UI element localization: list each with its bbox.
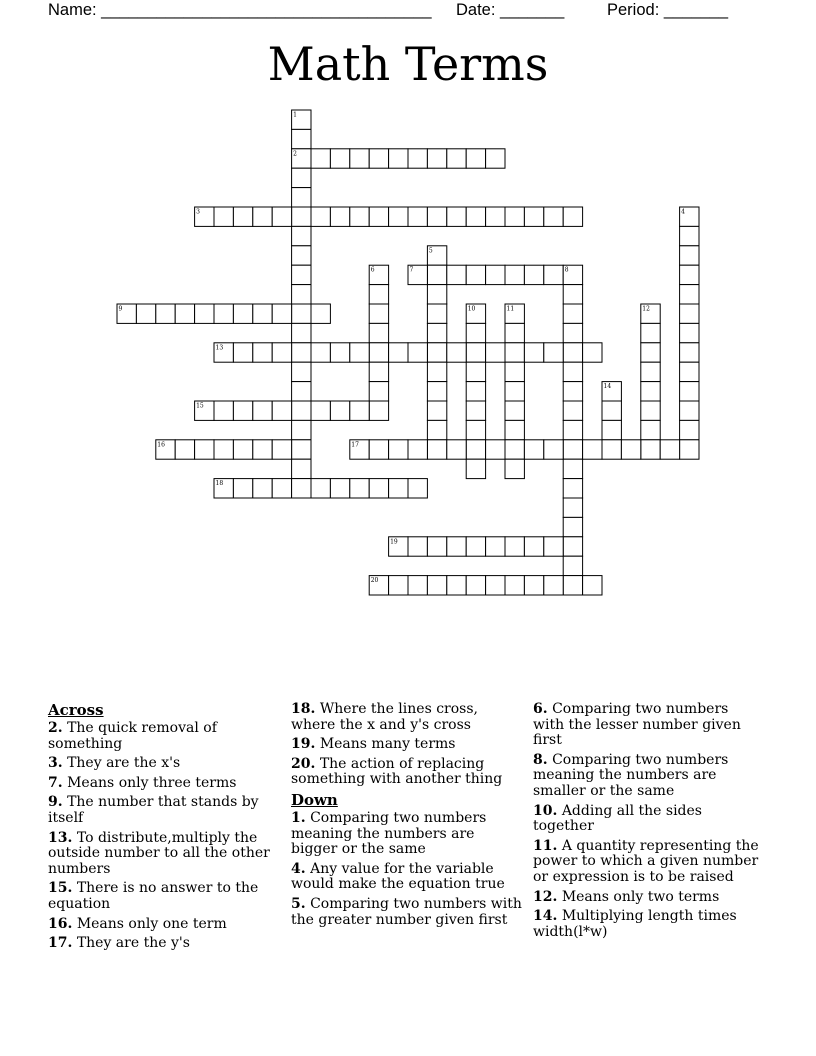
- grid-cell[interactable]: [505, 323, 524, 342]
- grid-cell[interactable]: [563, 304, 582, 323]
- clue-across-15: 15. There is no answer to the equation: [48, 880, 259, 912]
- grid-cell[interactable]: [466, 362, 485, 381]
- grid-cell[interactable]: [447, 537, 466, 556]
- grid-cell[interactable]: [427, 420, 446, 439]
- grid-cell[interactable]: [524, 576, 543, 595]
- grid-cell[interactable]: [292, 459, 311, 478]
- grid-cell[interactable]: [466, 576, 485, 595]
- grid-cell[interactable]: [583, 576, 602, 595]
- grid-cell[interactable]: [427, 576, 446, 595]
- cell-number: 19: [390, 538, 398, 546]
- grid-cell[interactable]: [292, 129, 311, 148]
- cell-number: 8: [564, 266, 569, 274]
- grid-cell[interactable]: [447, 343, 466, 362]
- grid-cell[interactable]: [292, 401, 311, 420]
- grid-cell[interactable]: [563, 401, 582, 420]
- grid-cell[interactable]: [505, 207, 524, 226]
- grid-cell[interactable]: [505, 420, 524, 439]
- grid-cell[interactable]: [466, 382, 485, 401]
- grid-cell[interactable]: [524, 265, 543, 284]
- grid-cell[interactable]: [466, 459, 485, 478]
- grid-cell[interactable]: [427, 207, 446, 226]
- grid-cell[interactable]: [427, 149, 446, 168]
- clue-column-2: [291, 702, 525, 932]
- clue-across-13: 13. To distribute,multiply the outside number to all the other numbers: [48, 829, 270, 877]
- grid-cell[interactable]: [369, 479, 388, 498]
- grid-cell[interactable]: [641, 420, 660, 439]
- down-heading: Down: [291, 790, 338, 809]
- grid-cell[interactable]: [330, 343, 349, 362]
- clue-down-1: 1. Comparing two numbers meaning the numbers are bigger or the same: [291, 809, 487, 858]
- cell-number: 12: [642, 305, 650, 313]
- grid-cell[interactable]: [505, 265, 524, 284]
- grid-cell[interactable]: [311, 401, 330, 420]
- clue-across-19: 19. Means many terms: [291, 736, 456, 753]
- grid-cell[interactable]: [602, 420, 621, 439]
- grid-cell[interactable]: [466, 323, 485, 342]
- grid-cell[interactable]: [680, 440, 699, 459]
- grid-cell[interactable]: [369, 343, 388, 362]
- cell-number: 5: [428, 247, 433, 255]
- cell-number: 10: [467, 305, 476, 313]
- grid-cell[interactable]: [408, 440, 427, 459]
- grid-cell[interactable]: [486, 537, 505, 556]
- grid-cell[interactable]: [292, 265, 311, 284]
- grid-cell[interactable]: [427, 537, 446, 556]
- grid-cell[interactable]: [272, 304, 291, 323]
- clue-down-14: 14. Multiplying length times width(l*w): [533, 908, 737, 940]
- grid-cell[interactable]: [350, 479, 369, 498]
- grid-cell[interactable]: [680, 285, 699, 304]
- grid-cell[interactable]: [563, 537, 582, 556]
- grid-cell[interactable]: [292, 246, 311, 265]
- grid-cell[interactable]: [292, 323, 311, 342]
- grid-cell[interactable]: [330, 401, 349, 420]
- grid-cell[interactable]: [214, 304, 233, 323]
- grid-cell[interactable]: [369, 401, 388, 420]
- grid-cell[interactable]: [486, 440, 505, 459]
- grid-cell[interactable]: [272, 479, 291, 498]
- grid-cell[interactable]: [505, 343, 524, 362]
- grid-cell[interactable]: [292, 440, 311, 459]
- grid-cell[interactable]: [292, 285, 311, 304]
- grid-cell[interactable]: [175, 440, 194, 459]
- grid-cell[interactable]: [563, 498, 582, 517]
- grid-cell[interactable]: [544, 343, 563, 362]
- clue-column-1: [48, 702, 280, 956]
- grid-cell[interactable]: [466, 207, 485, 226]
- grid-cell[interactable]: [680, 226, 699, 245]
- grid-cell[interactable]: [292, 226, 311, 245]
- grid-cell[interactable]: [427, 323, 446, 342]
- grid-cell[interactable]: [427, 382, 446, 401]
- grid-cell[interactable]: [680, 246, 699, 265]
- grid-cell[interactable]: [641, 401, 660, 420]
- grid-cell[interactable]: [330, 479, 349, 498]
- grid-cell[interactable]: [292, 382, 311, 401]
- grid-cell[interactable]: [505, 576, 524, 595]
- grid-cell[interactable]: [233, 304, 252, 323]
- grid-cell[interactable]: [563, 207, 582, 226]
- grid-cell[interactable]: [486, 576, 505, 595]
- grid-cell[interactable]: [389, 207, 408, 226]
- grid-cell[interactable]: [408, 479, 427, 498]
- grid-cell[interactable]: [602, 401, 621, 420]
- grid-cell[interactable]: [156, 304, 175, 323]
- grid-cell[interactable]: [408, 207, 427, 226]
- grid-cell[interactable]: [195, 440, 214, 459]
- grid-cell[interactable]: [524, 440, 543, 459]
- grid-cell[interactable]: [292, 343, 311, 362]
- grid-cell[interactable]: [272, 401, 291, 420]
- grid-cell[interactable]: [427, 343, 446, 362]
- grid-cell[interactable]: [369, 323, 388, 342]
- grid-cell[interactable]: [544, 576, 563, 595]
- grid-cell[interactable]: [660, 440, 679, 459]
- grid-cell[interactable]: [292, 479, 311, 498]
- grid-cell[interactable]: [369, 149, 388, 168]
- grid-cell[interactable]: [389, 440, 408, 459]
- clue-across-7: 7. Means only three terms: [48, 774, 237, 791]
- grid-cell[interactable]: [389, 576, 408, 595]
- grid-cell[interactable]: [330, 149, 349, 168]
- grid-cell[interactable]: [524, 537, 543, 556]
- cell-number: 13: [215, 344, 224, 352]
- cell-number: 3: [196, 208, 200, 216]
- grid-cell[interactable]: [253, 343, 272, 362]
- grid-cell[interactable]: [680, 323, 699, 342]
- cell-number: 1: [293, 111, 297, 119]
- grid-cell[interactable]: [311, 149, 330, 168]
- grid-cell[interactable]: [563, 440, 582, 459]
- grid-cell[interactable]: [272, 343, 291, 362]
- grid-cell[interactable]: [563, 517, 582, 536]
- grid-cell[interactable]: [466, 149, 485, 168]
- grid-cell[interactable]: [680, 304, 699, 323]
- page-title: Math Terms: [267, 37, 549, 91]
- grid-cell[interactable]: [486, 265, 505, 284]
- grid-cell[interactable]: [233, 401, 252, 420]
- grid-cell[interactable]: [544, 265, 563, 284]
- grid-cell[interactable]: [389, 479, 408, 498]
- grid-cell[interactable]: [311, 207, 330, 226]
- grid-cell[interactable]: [292, 207, 311, 226]
- cell-number: 11: [506, 305, 515, 313]
- grid-cell[interactable]: [447, 207, 466, 226]
- grid-cell[interactable]: [583, 343, 602, 362]
- grid-cell[interactable]: [136, 304, 155, 323]
- cell-number: 15: [196, 402, 204, 410]
- grid-cell[interactable]: [369, 362, 388, 381]
- cell-number: 9: [118, 305, 123, 313]
- cell-number: 18: [215, 480, 224, 488]
- grid-cell[interactable]: [524, 207, 543, 226]
- clue-across-17: 17. They are the y's: [48, 935, 190, 952]
- grid-cell[interactable]: [641, 440, 660, 459]
- grid-cell[interactable]: [680, 343, 699, 362]
- grid-cell[interactable]: [602, 440, 621, 459]
- grid-cell[interactable]: [621, 440, 640, 459]
- grid-cell[interactable]: [447, 149, 466, 168]
- grid-cell[interactable]: [505, 382, 524, 401]
- grid-cell[interactable]: [563, 479, 582, 498]
- period-field-label: Period: _______: [607, 1, 729, 19]
- grid-cell[interactable]: [641, 382, 660, 401]
- grid-cell[interactable]: [427, 362, 446, 381]
- grid-cell[interactable]: [292, 304, 311, 323]
- grid-cell[interactable]: [447, 576, 466, 595]
- grid-cell[interactable]: [214, 401, 233, 420]
- cell-number: 6: [370, 266, 375, 274]
- grid-cell[interactable]: [544, 440, 563, 459]
- grid-cell[interactable]: [680, 401, 699, 420]
- grid-cell[interactable]: [233, 440, 252, 459]
- grid-cell[interactable]: [563, 285, 582, 304]
- grid-cell[interactable]: [563, 382, 582, 401]
- grid-cell[interactable]: [233, 343, 252, 362]
- grid-cell[interactable]: [350, 343, 369, 362]
- grid-cell[interactable]: [466, 401, 485, 420]
- grid-cell[interactable]: [427, 265, 446, 284]
- cell-number: 14: [603, 383, 612, 391]
- grid-cell[interactable]: [563, 323, 582, 342]
- grid-cell[interactable]: [292, 168, 311, 187]
- grid-cell[interactable]: [214, 207, 233, 226]
- grid-cell[interactable]: [466, 420, 485, 439]
- grid-cell[interactable]: [641, 362, 660, 381]
- grid-cell[interactable]: [408, 343, 427, 362]
- clue-column-3: [533, 702, 763, 944]
- name-field-label: Name: ____________________________________: [48, 1, 432, 19]
- grid-cell[interactable]: [466, 440, 485, 459]
- grid-cell[interactable]: [505, 537, 524, 556]
- across-heading: Across: [48, 701, 104, 719]
- clue-across-2: 2. The quick removal of something: [48, 720, 217, 752]
- cell-number: 2: [293, 150, 297, 158]
- grid-cell[interactable]: [272, 207, 291, 226]
- grid-cell[interactable]: [175, 304, 194, 323]
- date-field-label: Date: _______: [456, 1, 565, 19]
- clue-down-8: 8. Comparing two numbers meaning the numbers are smaller or the same: [533, 751, 729, 799]
- grid-cell[interactable]: [427, 304, 446, 323]
- grid-cell[interactable]: [486, 207, 505, 226]
- cell-number: 4: [681, 208, 685, 216]
- grid-cell[interactable]: [505, 362, 524, 381]
- grid-cell[interactable]: [369, 304, 388, 323]
- grid-cell[interactable]: [680, 382, 699, 401]
- grid-cell[interactable]: [311, 343, 330, 362]
- grid-cell[interactable]: [427, 401, 446, 420]
- grid-cell[interactable]: [544, 537, 563, 556]
- grid-cell[interactable]: [680, 362, 699, 381]
- clue-across-16: 16. Means only one term: [48, 915, 227, 932]
- grid-cell[interactable]: [369, 207, 388, 226]
- clue-down-5: 5. Comparing two numbers with the greater number given first: [291, 895, 522, 928]
- grid-cell[interactable]: [641, 343, 660, 362]
- grid-cell[interactable]: [253, 207, 272, 226]
- clue-down-6: 6. Comparing two numbers with the lesser number given first: [533, 701, 741, 749]
- cell-number: 17: [351, 441, 359, 449]
- grid-cell[interactable]: [427, 440, 446, 459]
- grid-cell[interactable]: [505, 401, 524, 420]
- grid-cell[interactable]: [505, 440, 524, 459]
- grid-cell[interactable]: [563, 459, 582, 478]
- grid-cell[interactable]: [272, 440, 291, 459]
- grid-cell[interactable]: [253, 479, 272, 498]
- grid-cell[interactable]: [466, 343, 485, 362]
- grid-cell[interactable]: [369, 440, 388, 459]
- grid-cell[interactable]: [195, 304, 214, 323]
- grid-cell[interactable]: [583, 440, 602, 459]
- grid-cell[interactable]: [292, 420, 311, 439]
- grid-cell[interactable]: [253, 440, 272, 459]
- clue-down-4: 4. Any value for the variable would make the equation true: [291, 860, 505, 893]
- grid-cell[interactable]: [563, 556, 582, 575]
- grid-cell[interactable]: [563, 343, 582, 362]
- cell-number: 16: [157, 441, 165, 449]
- grid-cell[interactable]: [408, 149, 427, 168]
- grid-cell[interactable]: [292, 362, 311, 381]
- grid-cell[interactable]: [524, 343, 543, 362]
- grid-cell[interactable]: [563, 576, 582, 595]
- grid-cell[interactable]: [466, 265, 485, 284]
- grid-cell[interactable]: [253, 304, 272, 323]
- grid-cell[interactable]: [408, 537, 427, 556]
- grid-cell[interactable]: [408, 576, 427, 595]
- grid-cell[interactable]: [311, 479, 330, 498]
- grid-cell[interactable]: [253, 401, 272, 420]
- grid-cell[interactable]: [505, 459, 524, 478]
- grid-cell[interactable]: [466, 537, 485, 556]
- clue-across-9: 9. The number that stands by itself: [48, 794, 259, 826]
- clue-down-10: 10. Adding all the sides together: [533, 802, 702, 835]
- grid-cell[interactable]: [680, 265, 699, 284]
- grid-cell[interactable]: [350, 149, 369, 168]
- grid-cell[interactable]: [233, 207, 252, 226]
- grid-cell[interactable]: [292, 188, 311, 207]
- grid-cell[interactable]: [486, 343, 505, 362]
- grid-cell[interactable]: [330, 207, 349, 226]
- grid-cell[interactable]: [233, 479, 252, 498]
- grid-cell[interactable]: [680, 420, 699, 439]
- grid-cell[interactable]: [389, 149, 408, 168]
- clue-down-12: 12. Means only two terms: [533, 888, 720, 905]
- cell-number: 7: [409, 266, 414, 274]
- clue-across-18: 18. Where the lines cross, where the x and y's cross: [291, 701, 478, 733]
- clue-down-11: 11. A quantity representing the power to which a given number or expression is to be raised: [533, 837, 759, 885]
- grid-cell[interactable]: [350, 207, 369, 226]
- grid-cell[interactable]: [350, 401, 369, 420]
- clue-across-20: 20. The action of replacing something with another thing: [291, 755, 503, 788]
- grid-cell[interactable]: [641, 323, 660, 342]
- grid-cell[interactable]: [369, 285, 388, 304]
- grid-cell[interactable]: [427, 285, 446, 304]
- clue-across-3: 3. They are the x's: [48, 755, 181, 772]
- grid-cell[interactable]: [563, 420, 582, 439]
- grid-cell[interactable]: [544, 207, 563, 226]
- grid-cell[interactable]: [311, 304, 330, 323]
- grid-cell[interactable]: [214, 440, 233, 459]
- grid-cell[interactable]: [486, 149, 505, 168]
- grid-cell[interactable]: [447, 265, 466, 284]
- cell-number: 20: [370, 577, 379, 585]
- grid-cell[interactable]: [369, 382, 388, 401]
- grid-cell[interactable]: [389, 343, 408, 362]
- grid-cell[interactable]: [447, 440, 466, 459]
- grid-cell[interactable]: [563, 362, 582, 381]
